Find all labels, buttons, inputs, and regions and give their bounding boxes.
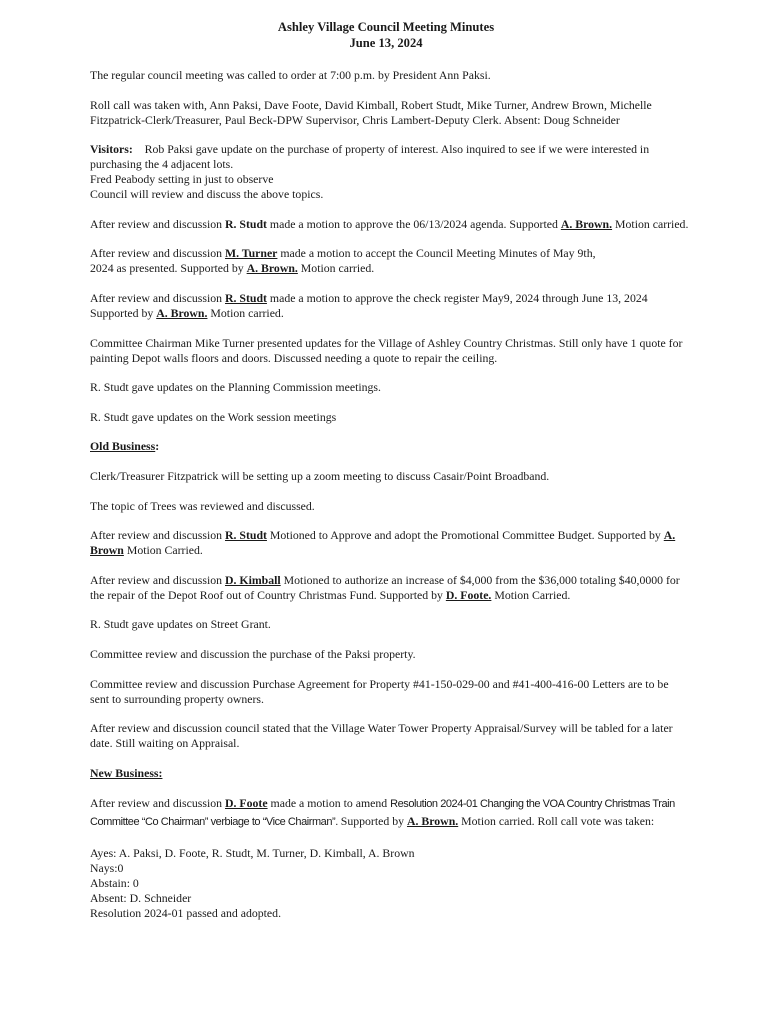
roll-call-paragraph: Roll call was taken with, Ann Paksi, Dave Foote, David Kimball, Robert Studt, Mike Turner, Andrew Brown, Michelle Fitzpatrick-Clerk/Treasurer, Paul Beck-DPW Supervisor, Chris Lambert-Deputy Clerk. Absent: Doug Schneider bbox=[90, 97, 652, 127]
motion-text: After review and discussion bbox=[90, 216, 225, 231]
old-business-heading-text: Old Business bbox=[90, 439, 156, 454]
motion-text: Motion Carried. bbox=[123, 543, 203, 558]
visitors-review-line: Council will review and discuss the above topics. bbox=[90, 187, 324, 202]
motion-text: made a motion to amend bbox=[267, 796, 391, 811]
motion-resolution-paragraph bbox=[90, 795, 690, 831]
motion-supporter: A. Brown. bbox=[246, 261, 298, 276]
purchase-agreement-paragraph: Committee review and discussion Purchase Agreement for Property #41-150-029-00 and #41-400-416-00 Letters are to be sent to surrounding property owners. bbox=[90, 676, 669, 706]
motion-text: Motion carried. Roll call vote was taken: bbox=[458, 814, 655, 829]
motion-text: After review and discussion bbox=[90, 290, 225, 305]
new-business-heading-text: New Business: bbox=[90, 765, 163, 780]
roll-call-vote bbox=[90, 846, 690, 921]
motion-text: Motion carried. bbox=[207, 305, 284, 320]
paksi-property-paragraph: Committee review and discussion the purchase of the Paksi property. bbox=[90, 646, 416, 661]
motion-text: After review and discussion bbox=[90, 528, 225, 543]
motion-supporter: A. Brown bbox=[90, 528, 676, 558]
motion-text: made a motion to approve the check register May9, 2024 through June 13, 2024 Supported by bbox=[90, 290, 648, 320]
motion-mover: R. Studt bbox=[224, 290, 267, 305]
visitors-observer-line: Fred Peabody setting in just to observe bbox=[90, 172, 274, 187]
water-tower-paragraph: After review and discussion council stated that the Village Water Tower Property Appraisal/Survey will be tabled for a later date. Still waiting on Appraisal. bbox=[90, 721, 673, 751]
motion-supporter: D. Foote. bbox=[445, 587, 492, 602]
motion-text: made a motion to approve the 06/13/2024 agenda. Supported bbox=[266, 216, 561, 231]
motion-promotional-budget-paragraph bbox=[90, 528, 690, 558]
motion-text: After review and discussion bbox=[90, 796, 225, 811]
motion-text: made a motion to accept the Council Meeting Minutes of May 9th, 2024 as presented. Supported by bbox=[90, 246, 596, 276]
planning-update-paragraph: R. Studt gave updates on the Planning Commission meetings. bbox=[90, 380, 381, 395]
minutes-body bbox=[90, 19, 690, 921]
old-business-colon: : bbox=[155, 439, 160, 454]
motion-mover: D. Foote bbox=[224, 796, 268, 811]
motion-mover: M. Turner bbox=[224, 246, 278, 261]
vote-nays: Nays:0 bbox=[90, 860, 124, 875]
motion-text: Motion Carried. bbox=[491, 587, 571, 602]
motion-depot-roof-paragraph bbox=[90, 573, 690, 603]
motion-text: Motion carried. bbox=[612, 216, 689, 231]
call-to-order-paragraph: The regular council meeting was called to order at 7:00 p.m. by President Ann Paksi. bbox=[90, 68, 491, 82]
visitors-label: Visitors: bbox=[90, 142, 133, 157]
vote-abstain: Abstain: 0 bbox=[90, 875, 139, 890]
trees-paragraph: The topic of Trees was reviewed and discussed. bbox=[90, 498, 315, 513]
committee-christmas-paragraph: Committee Chairman Mike Turner presented updates for the Village of Ashley Country Christmas. Still only have 1 quote for painting Depot walls floors and doors. Discussed needing a quote to repair the ceiling. bbox=[90, 335, 683, 365]
motion-agenda-paragraph bbox=[90, 217, 690, 232]
motion-text: After review and discussion bbox=[90, 246, 225, 261]
zoom-meeting-paragraph: Clerk/Treasurer Fitzpatrick will be setting up a zoom meeting to discuss Casair/Point Broadband. bbox=[90, 468, 550, 483]
motion-supporter: A. Brown. bbox=[560, 216, 613, 231]
work-session-update-paragraph: R. Studt gave updates on the Work session meetings bbox=[90, 409, 337, 424]
motion-mover: R. Studt bbox=[224, 216, 267, 231]
vote-result: Resolution 2024-01 passed and adopted. bbox=[90, 905, 282, 920]
new-business-heading bbox=[90, 766, 690, 781]
motion-text: Motioned to authorize an increase of $4,000 from the $36,000 totaling $40,0000 for the repair of the Depot Roof out of Country Christmas Fund. Supported by bbox=[90, 572, 680, 602]
document-date: June 13, 2024 bbox=[349, 36, 423, 50]
document-title: Ashley Village Council Meeting Minutes bbox=[277, 20, 495, 34]
street-grant-paragraph: R. Studt gave updates on Street Grant. bbox=[90, 617, 271, 632]
motion-text: Motioned to Approve and adopt the Promotional Committee Budget. Supported by bbox=[266, 528, 664, 543]
motion-text: After review and discussion bbox=[90, 572, 225, 587]
old-business-heading bbox=[90, 439, 690, 454]
motion-check-register-paragraph bbox=[90, 291, 690, 321]
motion-supporter: A. Brown. bbox=[406, 814, 459, 829]
resolution-text: Resolution 2024-01 Changing the VOA Country Christmas Train Committee “Co Chairman” verbiage to “Vice Chairman”. bbox=[90, 798, 675, 829]
motion-text: Supported by bbox=[337, 814, 407, 829]
motion-mover: D. Kimball bbox=[224, 572, 281, 587]
visitors-text: Rob Paksi gave update on the purchase of property of interest. Also inquired to see if we were interested in purchasing the 4 adjacent lots. bbox=[90, 142, 650, 172]
motion-supporter: A. Brown. bbox=[156, 305, 208, 320]
vote-absent: Absent: D. Schneider bbox=[90, 890, 192, 905]
vote-ayes: Ayes: A. Paksi, D. Foote, R. Studt, M. Turner, D. Kimball, A. Brown bbox=[90, 845, 415, 860]
visitors-section bbox=[90, 142, 690, 202]
motion-text: Motion carried. bbox=[297, 261, 375, 276]
motion-mover: R. Studt bbox=[224, 528, 267, 543]
motion-minutes-paragraph bbox=[90, 246, 600, 276]
